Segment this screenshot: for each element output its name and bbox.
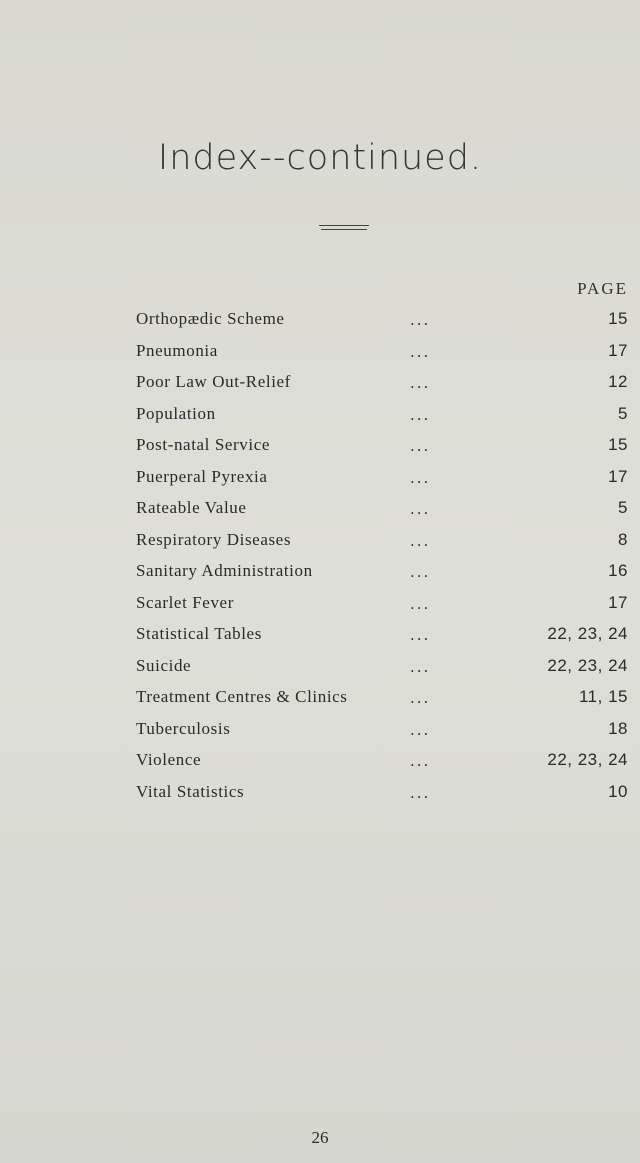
entry-page: 15 <box>608 435 628 454</box>
index-entry <box>0 341 640 373</box>
entry-label: Treatment Centres & Clinics <box>136 687 348 706</box>
entry-label: Population <box>136 403 216 423</box>
entry-leader: ... <box>410 594 431 613</box>
entry-label: Suicide <box>136 655 192 675</box>
entry-page: 22, 23, 24 <box>547 624 628 643</box>
entry-leader: ... <box>410 437 431 455</box>
entry-label: Sanitary Administration <box>136 561 313 580</box>
index-entry <box>0 782 640 814</box>
entry-leader: ... <box>410 342 431 361</box>
entry-label: Orthopædic Scheme <box>136 309 285 328</box>
index-entry <box>0 624 640 656</box>
entry-leader: ... <box>410 311 431 329</box>
entry-page: 17 <box>608 466 628 486</box>
entry-leader: ... <box>410 752 431 770</box>
entry-leader: ... <box>410 783 431 802</box>
entry-page: 5 <box>618 403 628 423</box>
entry-page: 5 <box>618 498 628 517</box>
entry-label: Poor Law Out-Relief <box>136 372 291 391</box>
entry-label: Puerperal Pyrexia <box>136 466 268 486</box>
index-entry <box>0 435 640 467</box>
entry-page: 18 <box>608 718 628 738</box>
entry-leader: ... <box>410 500 431 518</box>
index-entry <box>0 467 640 499</box>
entry-leader: ... <box>410 468 431 487</box>
entry-label: Pneumonia <box>136 340 218 360</box>
entry-label: Rateable Value <box>136 498 247 517</box>
entry-page: 8 <box>618 529 628 549</box>
index-entry <box>0 593 640 625</box>
index-entry <box>0 372 640 404</box>
entry-page: 17 <box>608 592 628 612</box>
entry-page: 11, 15 <box>578 687 628 706</box>
entry-label: Scarlet Fever <box>136 592 234 612</box>
title-divider-bottom <box>321 229 367 230</box>
entry-leader: ... <box>410 720 431 739</box>
entry-leader: ... <box>410 405 431 424</box>
index-entry <box>0 530 640 562</box>
entry-label: Vital Statistics <box>136 781 245 801</box>
page-column-header: PAGE <box>577 279 628 298</box>
entry-label: Statistical Tables <box>136 624 262 643</box>
entry-leader: ... <box>410 531 431 550</box>
entry-page: 22, 23, 24 <box>547 750 628 769</box>
entry-leader: ... <box>410 374 431 392</box>
page-title: Index--continued. <box>157 138 483 178</box>
index-entry <box>0 404 640 436</box>
index-entry <box>0 561 640 593</box>
index-entry <box>0 656 640 688</box>
entry-label: Tuberculosis <box>136 718 231 738</box>
index-entries <box>0 309 640 813</box>
index-entry <box>0 309 640 341</box>
entry-label: Post-natal Service <box>136 435 271 454</box>
entry-page: 22, 23, 24 <box>547 655 628 675</box>
entry-page: 16 <box>608 561 628 580</box>
entry-leader: ... <box>410 563 431 581</box>
entry-label: Violence <box>136 750 202 769</box>
entry-page: 17 <box>608 340 628 360</box>
index-entry <box>0 719 640 751</box>
entry-leader: ... <box>410 689 431 707</box>
entry-leader: ... <box>410 657 431 676</box>
index-entry <box>0 750 640 782</box>
index-entry <box>0 498 640 530</box>
entry-page: 15 <box>608 309 628 328</box>
entry-leader: ... <box>410 626 431 644</box>
page-number: 26 <box>311 1128 329 1147</box>
entry-label: Respiratory Diseases <box>136 529 292 549</box>
index-entry <box>0 687 640 719</box>
entry-page: 10 <box>608 781 628 801</box>
title-divider-top <box>319 225 369 226</box>
entry-page: 12 <box>608 372 628 391</box>
